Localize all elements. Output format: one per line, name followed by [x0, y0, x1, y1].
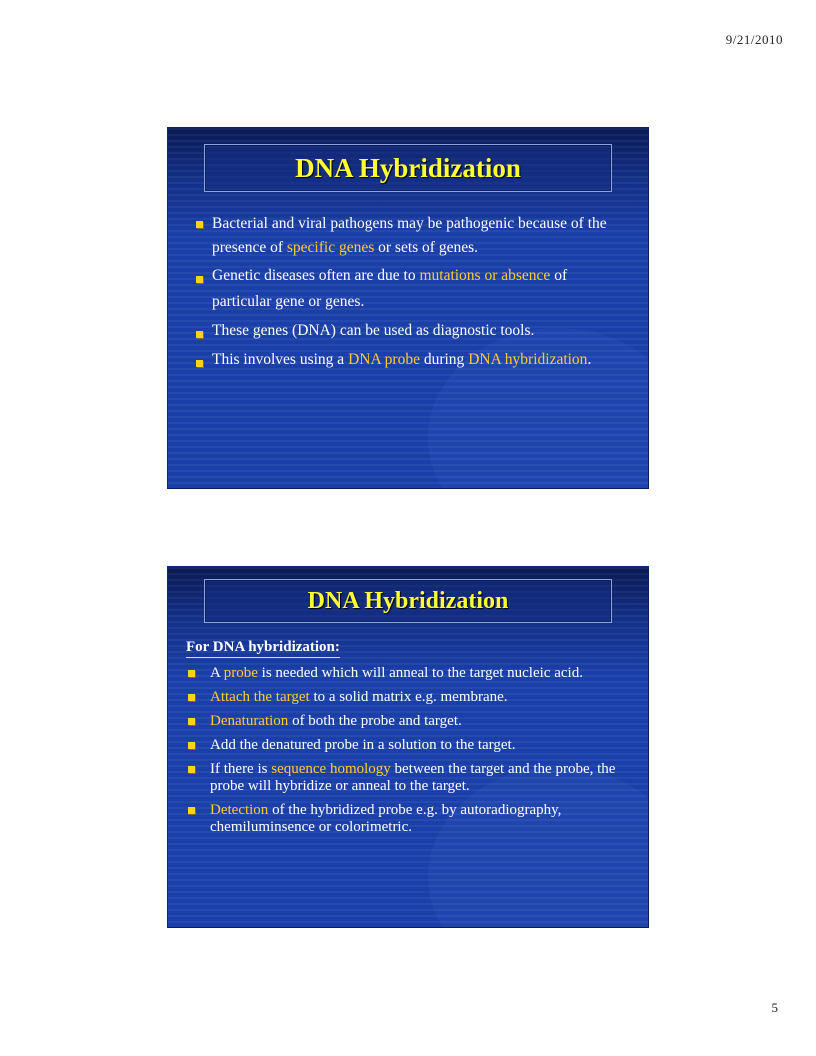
highlight-text: probe	[223, 665, 258, 681]
list-item	[194, 318, 624, 344]
bullet-text: .	[587, 351, 592, 368]
slide-2-title-box	[204, 579, 612, 623]
highlight-text: DNA hybridization	[468, 351, 588, 368]
square-bullet-icon	[196, 331, 203, 338]
square-bullet-icon	[188, 718, 195, 725]
highlight-text: absence	[501, 267, 551, 284]
list-item	[194, 212, 624, 260]
bullet-text: Genetic diseases often are due to	[212, 267, 420, 284]
slide-2-bullet-list	[186, 665, 646, 843]
highlight-text: DNA probe	[348, 351, 420, 368]
bullet-text: or sets of genes.	[374, 239, 478, 256]
square-bullet-icon	[188, 742, 195, 749]
bullet-text: Bacterial and viral pathogens may be pathogenic because of the presence of	[212, 215, 607, 256]
bullet-text: is needed which will anneal to the target nucleic acid.	[257, 665, 583, 681]
square-bullet-icon	[188, 807, 195, 814]
square-bullet-icon	[188, 670, 195, 677]
highlight-text: sequence homology	[271, 761, 391, 777]
list-item	[186, 665, 646, 682]
bullet-text: Add the denatured probe in a solution to the target.	[210, 737, 516, 753]
bullet-text: This involves using a	[212, 351, 349, 368]
square-bullet-icon	[196, 221, 203, 228]
slide-2	[168, 567, 648, 927]
bullet-text: of the hybridized probe e.g. by autoradiography, chemiluminsence or colorimetric.	[210, 802, 562, 835]
bullet-text: A	[210, 665, 224, 681]
bullet-text: If there is	[210, 761, 272, 777]
slide-2-subheading: For DNA hybridization:	[186, 639, 340, 658]
slide-1-bullet-list	[194, 212, 624, 376]
list-item	[186, 802, 646, 836]
print-date: 9/21/2010	[725, 32, 783, 47]
bullet-text: during	[419, 351, 469, 368]
square-bullet-icon	[196, 360, 203, 367]
bullet-text: of both the probe and target.	[288, 713, 462, 729]
slide-1	[168, 128, 648, 488]
list-item	[186, 713, 646, 730]
highlight-text: Detection	[210, 802, 269, 818]
highlight-text: Attach the target	[210, 689, 310, 705]
list-item	[186, 689, 646, 706]
square-bullet-icon	[188, 694, 195, 701]
list-item	[186, 761, 646, 795]
slide-2-title: DNA Hybridization	[307, 587, 509, 614]
square-bullet-icon	[188, 766, 195, 773]
highlight-text: specific genes	[286, 239, 375, 256]
highlight-text: mutations	[419, 267, 481, 284]
bullet-text: between the target and the probe, the probe will hybridize or anneal to the target.	[210, 761, 616, 794]
highlight-text: Denaturation	[210, 713, 289, 729]
highlight-text: or	[480, 267, 502, 284]
bullet-text: of particular gene or genes.	[212, 267, 568, 310]
bullet-text: to a solid matrix e.g. membrane.	[309, 689, 508, 705]
square-bullet-icon	[196, 276, 203, 283]
slide-1-title: DNA Hybridization	[295, 152, 521, 183]
slide-1-title-box	[204, 144, 612, 192]
page-number: 5	[771, 1000, 778, 1015]
list-item	[194, 347, 624, 373]
bullet-text: These genes (DNA) can be used as diagnostic tools.	[212, 322, 535, 339]
list-item	[194, 263, 624, 315]
list-item	[186, 737, 646, 754]
